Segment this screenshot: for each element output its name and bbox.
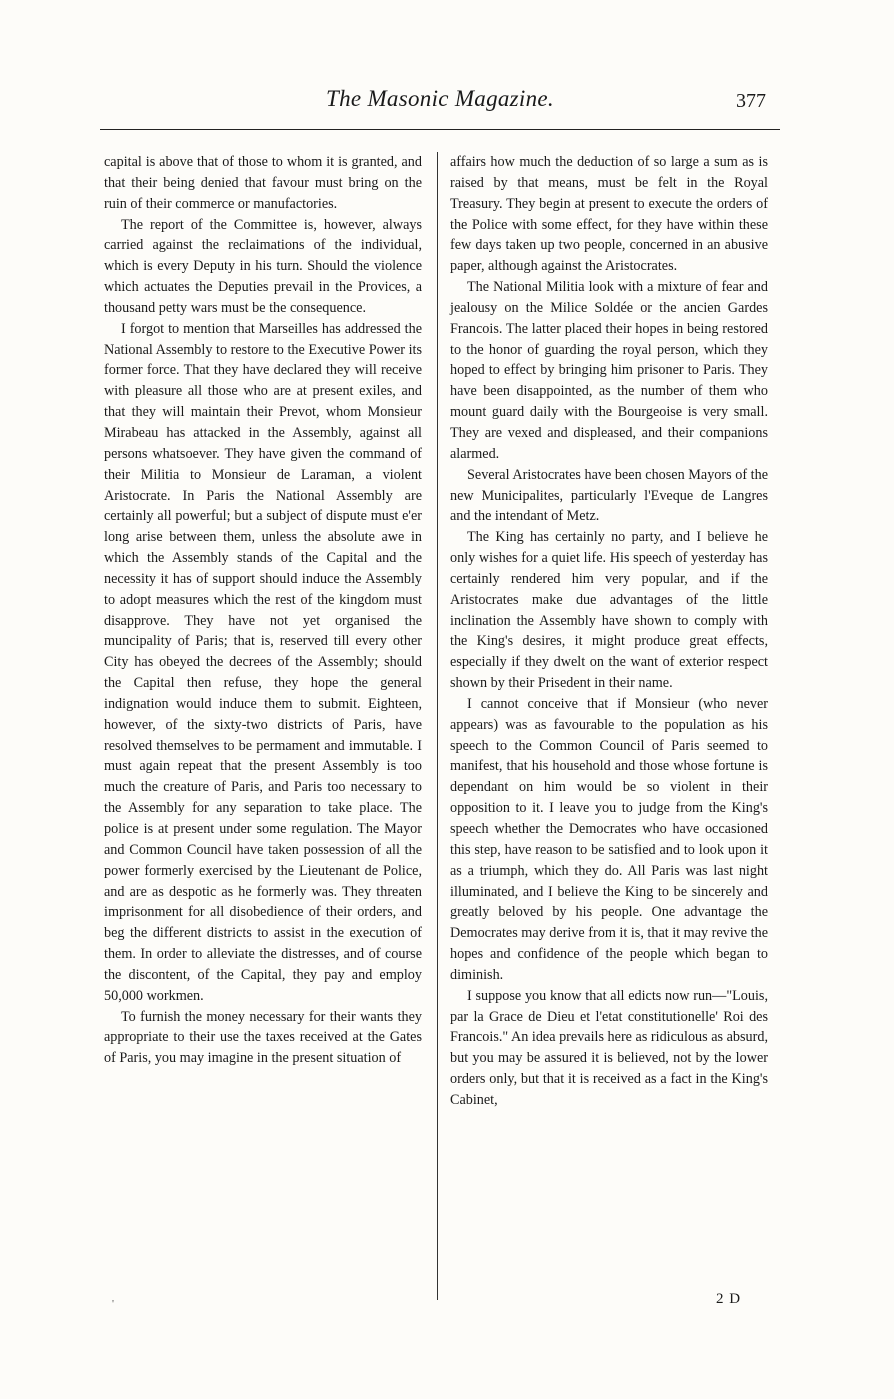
page-header — [100, 82, 780, 122]
signature-mark: 2 D — [716, 1291, 742, 1307]
left-column — [104, 152, 422, 1069]
page-number: 377 — [736, 90, 766, 112]
paragraph: To furnish the money necessary for their wants they appropriate to their use the taxes received at the Gates of Paris, you may imagine in the present situation of — [104, 1008, 422, 1067]
header-rule — [100, 129, 780, 130]
paragraph: I forgot to mention that Marseilles has addressed the National Assembly to restore to the Executive Power its former force. That they have declared they will receive with pleasure all those who are at present exiles, and that they will maintain their Prevot, whom Monsieur Mirabeau has attacked in the Assembly, against all persons whatsoever. They have given the command of their Militia to Monsieur de Laraman, a violent Aristocrate. In Paris the National Assembly are certainly all powerful; but a subject of dispute must e'er long arise between them, unless the absolute awe in which the Assembly stands of the Capital and the necessity it has of support should induce the Assembly to adopt measures which the rest of the kingdom must disapprove. They have not yet organised the muncipality of Paris; that is, reserved till every other City has obeyed the decrees of the Assembly; should the Capital then refuse, they hope the general indignation would induce them to submit. Eighteen, however, of the sixty-two districts of Paris, have resolved themselves to be permament and immutable. I must again repeat that the present Assembly is too much the creature of Paris, and Paris too necessary to the Assembly for any separation to take place. The police is at present under some regulation. The Mayor and Common Council have taken possession of all the power formerly exercised by the Lieutenant de Police, and are as despotic as he formerly was. They threaten imprisonment for all disobedience of their orders, and beg the different districts to assist in the execution of them. In order to alleviate the distresses, and of course the discontent, of the Capital, they pay and employ 50,000 workmen. — [104, 320, 422, 1004]
paragraph: The report of the Committee is, however, always carried against the reclaimations of the individual, which is every Deputy in his turn. Should the violence which actuates the Deputies prevail in the Provices, a thousand petty wars must be the consequence. — [104, 216, 422, 316]
running-title: The Masonic Magazine. — [326, 86, 554, 111]
paragraph: Several Aristocrates have been chosen Mayors of the new Municipalites, particularly l'Eveque de Langres and the intendant of Metz. — [450, 466, 768, 525]
paragraph: The National Militia look with a mixture of fear and jealousy on the Milice Soldée or the ancien Gardes Francois. The latter placed their hopes in being restored to the honor of guarding the royal person, which they hoped to effect by bringing him prisoner to Paris. They have been disappointed, as the number of them who mount guard daily with the Bourgeoise is very small. They are vexed and displeased, and their companions alarmed. — [450, 279, 768, 462]
paragraph: capital is above that of those to whom it is granted, and that their being denied that favour must bring on the ruin of their commerce or manufactories. — [104, 154, 422, 212]
paragraph: I cannot conceive that if Monsieur (who never appears) was as favourable to the population as his speech to the Common Council of Paris seemed to manifest, that his household and those whose fortune is dependant on him would be so violent in their opposition to it. I leave you to judge from the King's speech whether the Democrates who have occasioned this step, have reason to be satisfied and to look upon it as a triumph, which they do. All Paris was last night illuminated, and I believe the King to be sincerely and greatly beloved by his people. One advantage the Democrates may derive from it is, that it may revive the hopes and confidence of the people which began to diminish. — [450, 695, 768, 983]
paragraph: I suppose you know that all edicts now run—"Louis, par la Grace de Dieu et l'etat constitutionelle' Roi des Francois." An idea prevails here as ridiculous as absurd, but you may be assured it is believed, not by the lower orders only, but that it is received as a fact in the King's Cabinet, — [450, 987, 768, 1108]
column-divider — [437, 152, 438, 1300]
paragraph: The King has certainly no party, and I believe he only wishes for a quiet life. His speech of yesterday has certainly rendered him very popular, and if the Aristocrates make due advantages of the little inclination the Assembly have shown to comply with the King's desires, it might produce great effects, especially if they dwelt on the want of exterior respect shown by their Prisedent in their name. — [450, 529, 768, 692]
right-column — [450, 152, 768, 1111]
paragraph: affairs how much the deduction of so large a sum as is raised by that means, must be felt in the Royal Treasury. They begin at present to execute the orders of the Police with some effect, for they have within these few days taken up two people, concerned in an abusive paper, although against the Aristocrates. — [450, 154, 768, 275]
stray-mark: ' — [112, 1298, 114, 1310]
